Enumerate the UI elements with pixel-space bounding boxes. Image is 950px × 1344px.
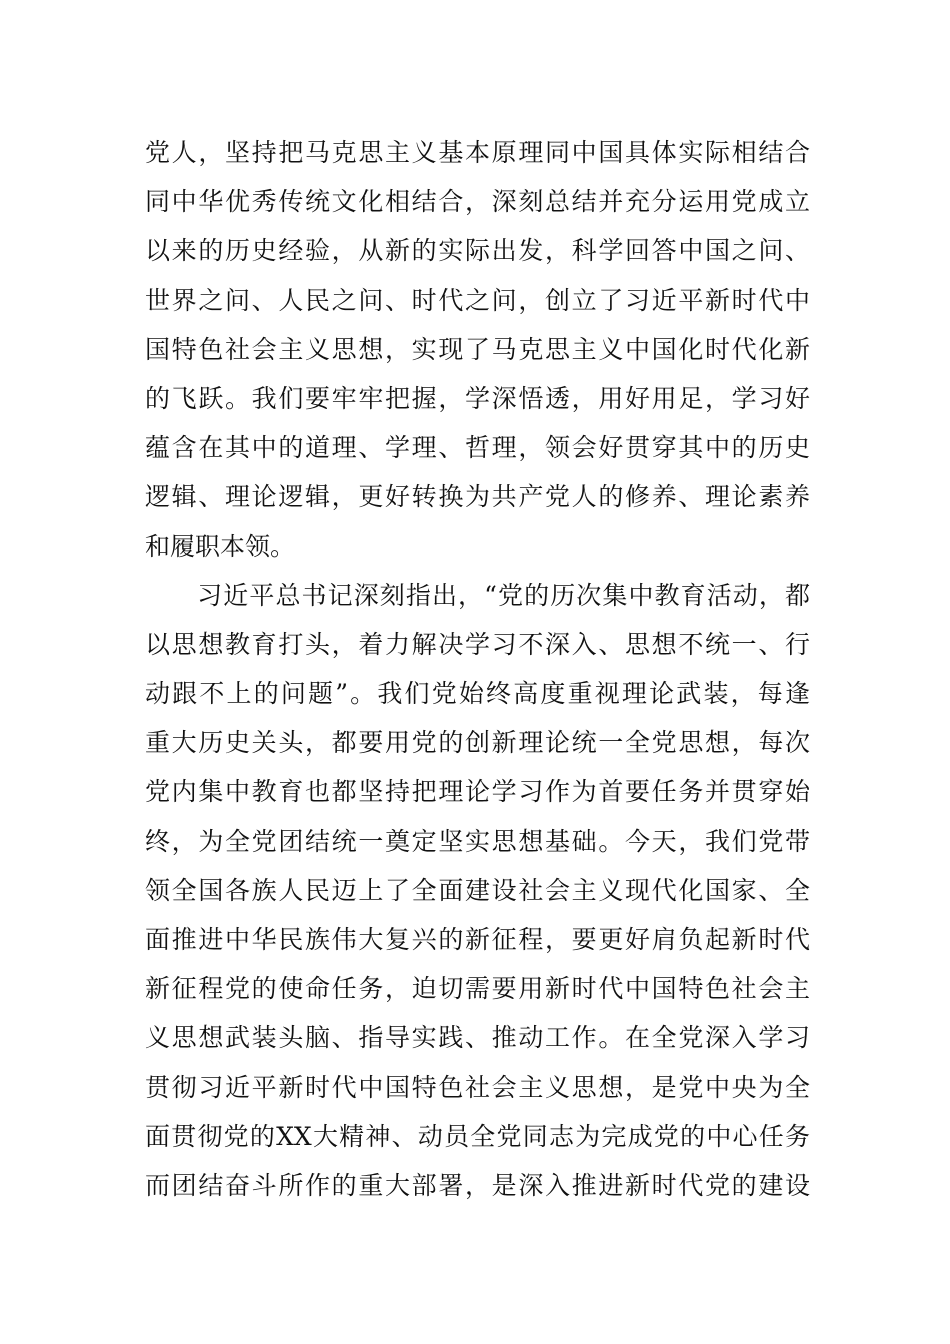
text-line: 面推进中华民族伟大复兴的新征程，要更好肩负起新时代 (145, 925, 810, 954)
text-line: 习近平总书记深刻指出，“党的历次集中教育活动，都 (145, 580, 810, 610)
text-line: 和履职本领。 (145, 531, 296, 561)
text-line: 党人，坚持把马克思主义基本原理同中国具体实际相结合 (145, 138, 810, 167)
text-line: 逻辑、理论逻辑，更好转换为共产党人的修养、理论素养 (145, 482, 810, 512)
text-line: 的飞跃。我们要牢牢把握，学深悟透，用好用足，学习好 (145, 383, 810, 413)
text-line: 义思想武装头脑、指导实践、推动工作。在全党深入学习 (145, 1023, 810, 1053)
text-line: 领全国各族人民迈上了全面建设社会主义现代化国家、全 (145, 875, 810, 905)
text-line: 重大历史关头，都要用党的创新理论统一全党思想，每次 (145, 728, 810, 758)
text-line: 以思想教育打头，着力解决学习不深入、思想不统一、行 (145, 629, 810, 659)
text-line: 终，为全党团结统一奠定坚实思想基础。今天，我们党带 (145, 826, 810, 856)
text-line: 动跟不上的问题”。我们党始终高度重视理论武装，每逢 (145, 679, 810, 709)
text-line: 而团结奋斗所作的重大部署，是深入推进新时代党的建设 (145, 1170, 810, 1200)
text-line: 国特色社会主义思想，实现了马克思主义中国化时代化新 (145, 334, 810, 364)
body-text (145, 128, 810, 1210)
text-line: 党内集中教育也都坚持把理论学习作为首要任务并贯穿始 (145, 777, 810, 807)
text-line: 同中华优秀传统文化相结合，深刻总结并充分运用党成立 (145, 187, 810, 217)
text-line: 以来的历史经验，从新的实际出发，科学回答中国之问、 (145, 236, 810, 266)
text-line: 贯彻习近平新时代中国特色社会主义思想，是党中央为全 (145, 1072, 810, 1102)
text-line: 面贯彻党的XX大精神、动员全党同志为完成党的中心任务 (145, 1121, 810, 1151)
text-line: 新征程党的使命任务，迫切需要用新时代中国特色社会主 (145, 974, 810, 1004)
text-line: 世界之问、人民之问、时代之问，创立了习近平新时代中 (145, 285, 810, 315)
text-line: 蕴含在其中的道理、学理、哲理，领会好贯穿其中的历史 (145, 433, 810, 463)
